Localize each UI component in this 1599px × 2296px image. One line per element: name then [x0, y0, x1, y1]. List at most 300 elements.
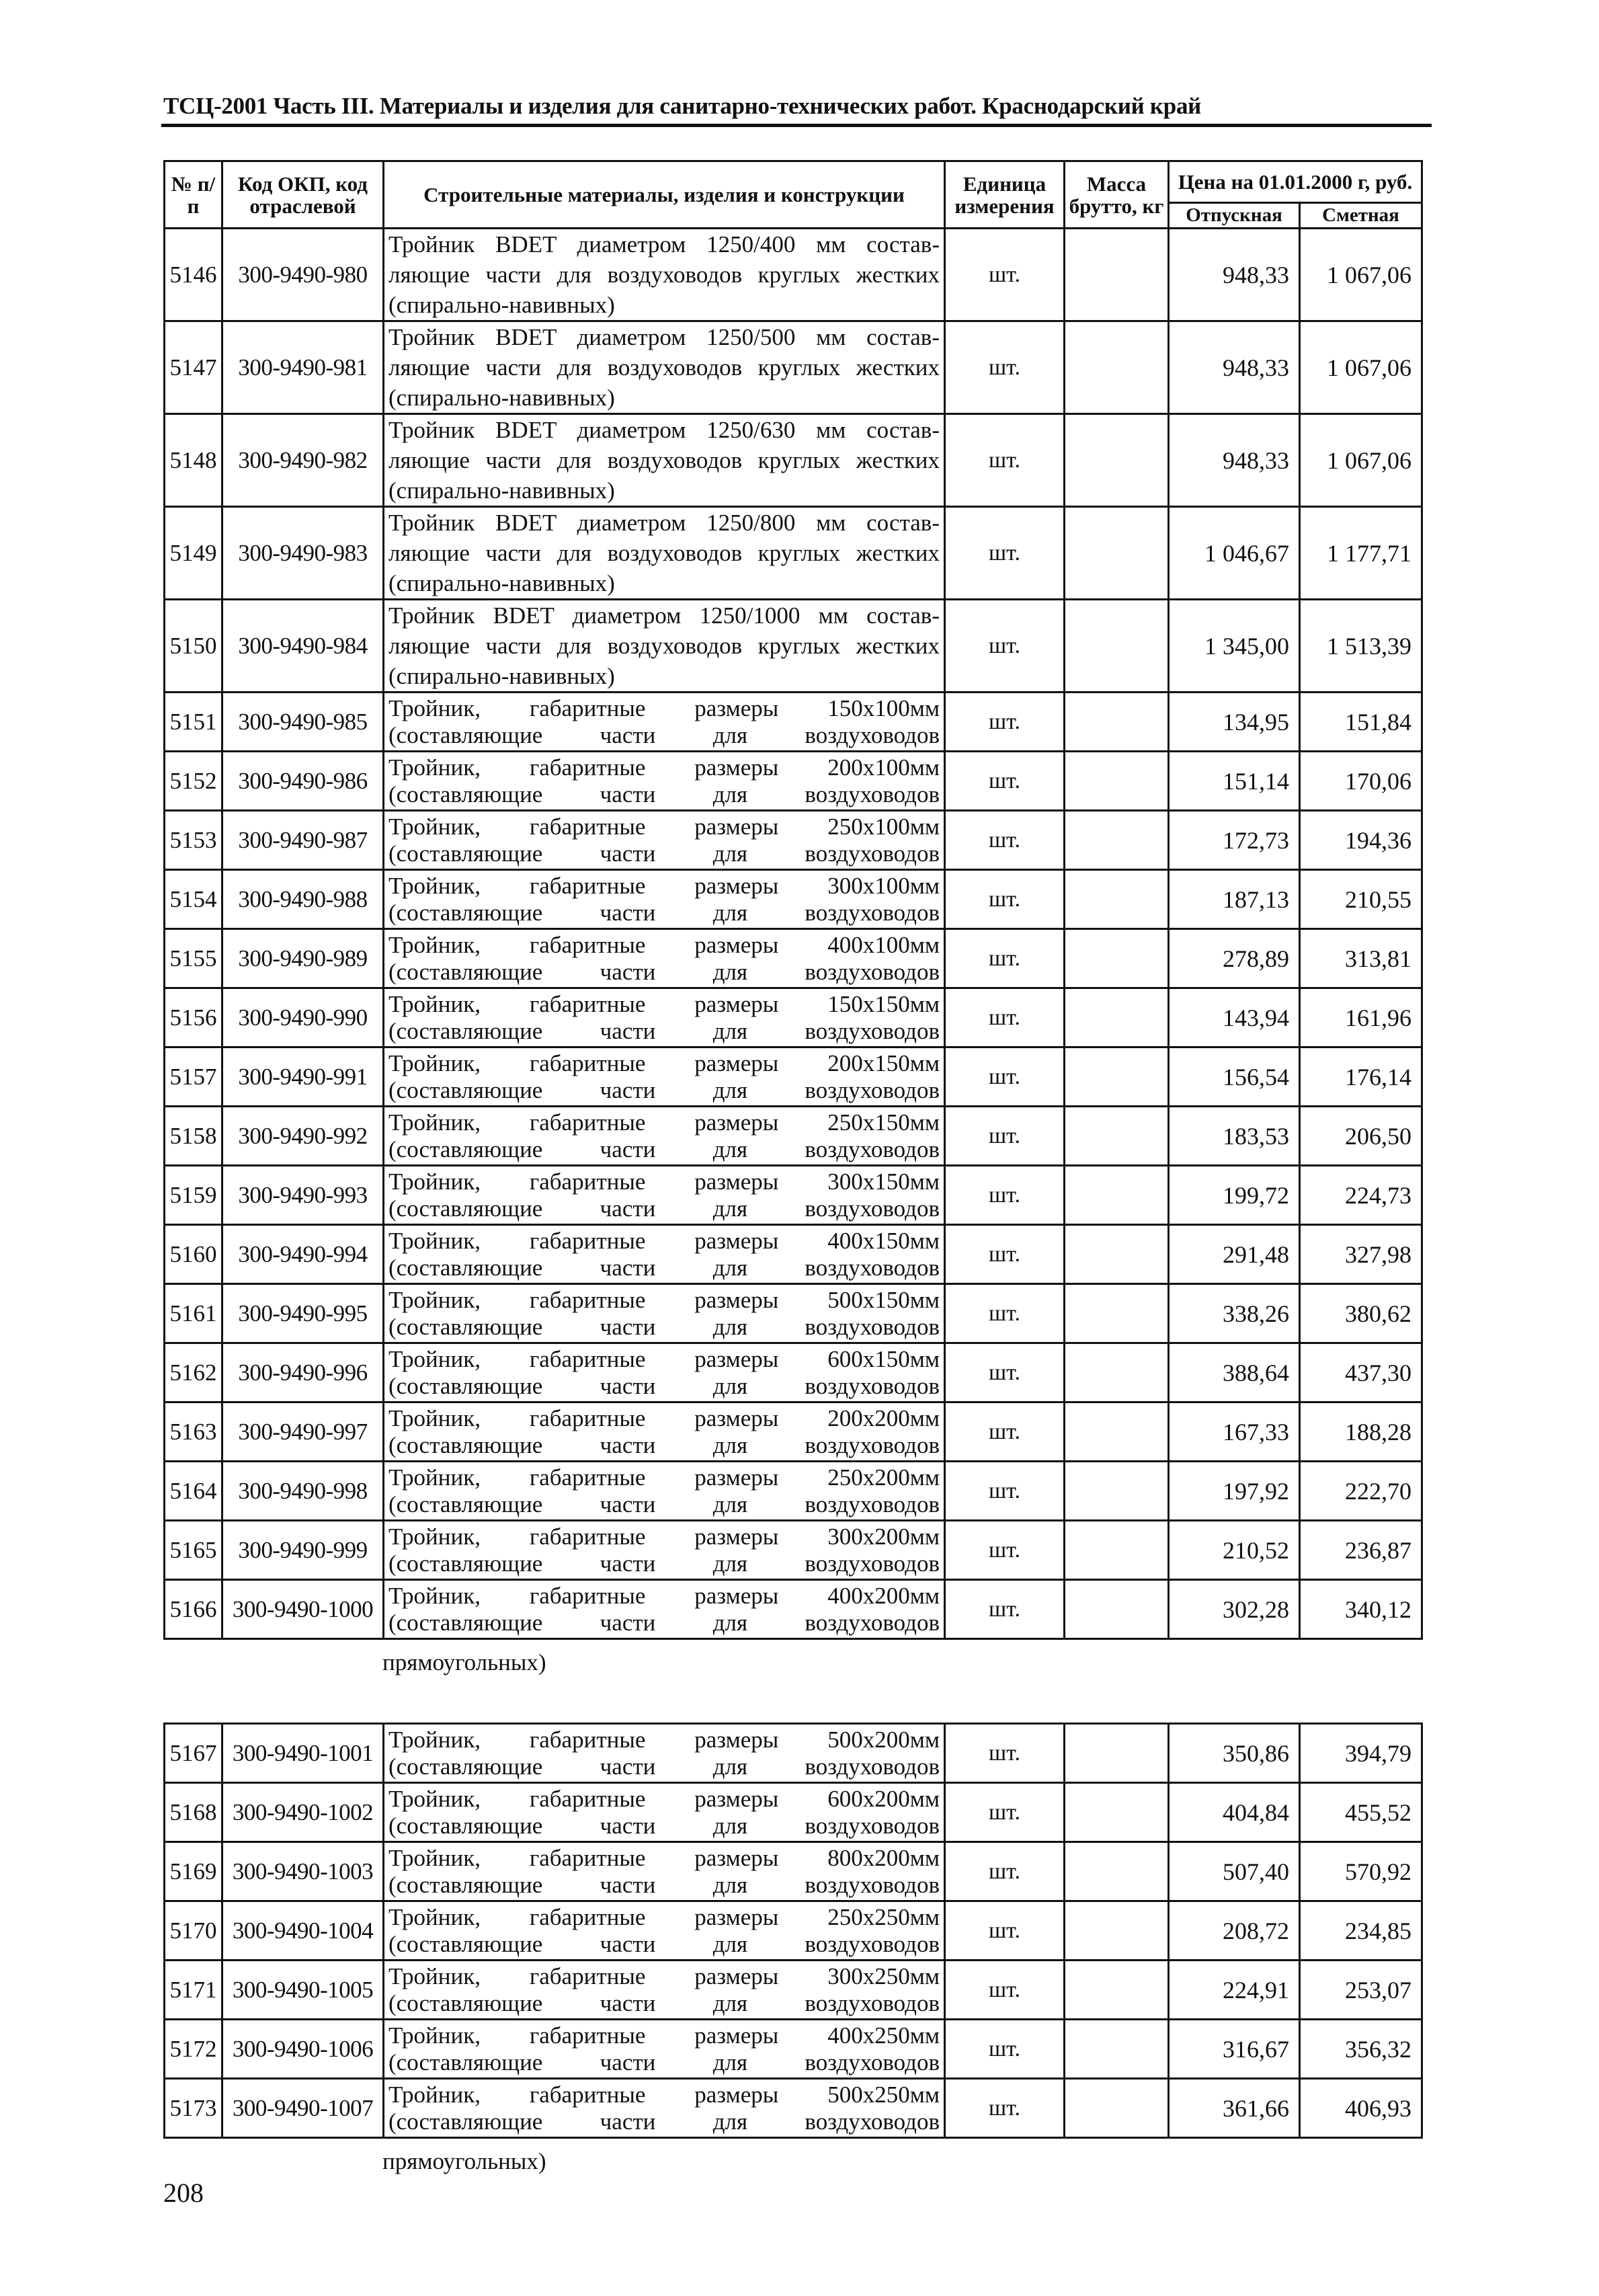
row-number: 5155	[165, 929, 222, 988]
description-line: Тройник, габаритные размеры 500x250мм	[388, 2081, 940, 2108]
row-number: 5149	[165, 507, 222, 600]
row-unit: шт.	[945, 929, 1065, 988]
row-okp-code: 300-9490-1000	[222, 1580, 384, 1639]
row-number: 5173	[165, 2079, 222, 2138]
row-release-price: 172,73	[1169, 811, 1300, 870]
table-row	[165, 870, 1422, 929]
column-header-price-group: Цена на 01.01.2000 г, руб.	[1169, 161, 1422, 203]
description-line: (составляющие части для воздуховодов	[388, 1550, 940, 1577]
row-okp-code: 300-9490-987	[222, 811, 384, 870]
row-number: 5159	[165, 1166, 222, 1225]
row-mass	[1065, 752, 1169, 811]
row-okp-code: 300-9490-999	[222, 1521, 384, 1580]
table-row	[165, 321, 1422, 414]
row-unit: шт.	[945, 1166, 1065, 1225]
table-row	[165, 1580, 1422, 1639]
row-description	[384, 1724, 945, 1783]
row-release-price: 948,33	[1169, 321, 1300, 414]
description-line: Тройник, габаритные размеры 250x250мм	[388, 1903, 940, 1930]
description-line: (составляющие части для воздуховодов	[388, 1313, 940, 1340]
row-number: 5171	[165, 1961, 222, 2020]
row-mass	[1065, 1783, 1169, 1842]
row-okp-code: 300-9490-991	[222, 1047, 384, 1107]
description-line: (составляющие части для воздуховодов	[388, 958, 940, 985]
column-header-release: Отпускная	[1169, 203, 1300, 229]
table-row	[165, 692, 1422, 752]
description-line: (составляющие части для воздуховодов	[388, 1076, 940, 1103]
description-line: ляющие части для воздуховодов круглых жестких	[388, 540, 940, 566]
row-mass	[1065, 2020, 1169, 2079]
row-estimate-price: 236,87	[1300, 1521, 1422, 1580]
description-line: Тройник BDET диаметром 1250/630 мм состав-	[388, 417, 940, 443]
row-number: 5147	[165, 321, 222, 414]
table-row	[165, 507, 1422, 600]
table-row	[165, 229, 1422, 321]
table-row	[165, 1901, 1422, 1961]
row-release-price: 278,89	[1169, 929, 1300, 988]
table-row	[165, 1107, 1422, 1166]
row-description	[384, 988, 945, 1047]
row-description	[384, 1402, 945, 1462]
column-header-mass: Масса брутто, кг	[1065, 161, 1169, 229]
description-line: Тройник, габаритные размеры 250x150мм	[388, 1109, 940, 1136]
row-number: 5156	[165, 988, 222, 1047]
row-estimate-price: 455,52	[1300, 1783, 1422, 1842]
description-line: (составляющие части для воздуховодов	[388, 1609, 940, 1636]
description-line: (спирально-навивных)	[388, 663, 615, 689]
table-row	[165, 414, 1422, 507]
row-estimate-price: 356,32	[1300, 2020, 1422, 2079]
row-description	[384, 752, 945, 811]
row-description	[384, 1783, 945, 1842]
description-continuation: прямоугольных)	[382, 2148, 546, 2174]
description-line: Тройник, габаритные размеры 300x100мм	[388, 872, 940, 899]
row-estimate-price: 1 513,39	[1300, 600, 1422, 692]
row-number: 5151	[165, 692, 222, 752]
row-okp-code: 300-9490-984	[222, 600, 384, 692]
description-line: (спирально-навивных)	[388, 385, 615, 411]
row-estimate-price: 340,12	[1300, 1580, 1422, 1639]
row-mass	[1065, 1047, 1169, 1107]
row-release-price: 208,72	[1169, 1901, 1300, 1961]
row-estimate-price: 380,62	[1300, 1284, 1422, 1343]
row-mass	[1065, 321, 1169, 414]
row-release-price: 1 345,00	[1169, 600, 1300, 692]
row-estimate-price: 222,70	[1300, 1462, 1422, 1521]
row-estimate-price: 234,85	[1300, 1901, 1422, 1961]
row-release-price: 210,52	[1169, 1521, 1300, 1580]
row-estimate-price: 170,06	[1300, 752, 1422, 811]
table-row	[165, 1462, 1422, 1521]
description-line: (составляющие части для воздуховодов	[388, 1372, 940, 1399]
row-release-price: 316,67	[1169, 2020, 1300, 2079]
row-release-price: 338,26	[1169, 1284, 1300, 1343]
description-line: Тройник, габаритные размеры 300x250мм	[388, 1963, 940, 1989]
price-table-continued	[163, 1723, 1423, 2139]
row-okp-code: 300-9490-981	[222, 321, 384, 414]
description-line: Тройник, габаритные размеры 250x100мм	[388, 813, 940, 840]
table-row	[165, 1047, 1422, 1107]
row-unit: шт.	[945, 752, 1065, 811]
row-mass	[1065, 1901, 1169, 1961]
column-header-estimate: Сметная	[1300, 203, 1422, 229]
row-number: 5172	[165, 2020, 222, 2079]
row-release-price: 199,72	[1169, 1166, 1300, 1225]
description-line: (составляющие части для воздуховодов	[388, 1753, 940, 1780]
column-header-code: Код ОКП, код отраслевой	[222, 161, 384, 229]
description-line: (составляющие части для воздуховодов	[388, 1254, 940, 1281]
row-number: 5163	[165, 1402, 222, 1462]
row-description	[384, 600, 945, 692]
table-row	[165, 1961, 1422, 2020]
row-description	[384, 811, 945, 870]
row-mass	[1065, 1402, 1169, 1462]
table-body	[165, 229, 1422, 1639]
row-okp-code: 300-9490-1001	[222, 1724, 384, 1783]
table-row	[165, 1842, 1422, 1901]
row-number: 5165	[165, 1521, 222, 1580]
row-unit: шт.	[945, 1580, 1065, 1639]
description-line: (составляющие части для воздуховодов	[388, 781, 940, 807]
description-line: ляющие части для воздуховодов круглых жестких	[388, 354, 940, 381]
row-mass	[1065, 1961, 1169, 2020]
row-number: 5146	[165, 229, 222, 321]
description-line: Тройник, габаритные размеры 400x150мм	[388, 1227, 940, 1254]
row-release-price: 183,53	[1169, 1107, 1300, 1166]
row-release-price: 134,95	[1169, 692, 1300, 752]
row-mass	[1065, 1724, 1169, 1783]
description-line: (составляющие части для воздуховодов	[388, 1989, 940, 2016]
description-line: (составляющие части для воздуховодов	[388, 1431, 940, 1458]
row-mass	[1065, 1284, 1169, 1343]
row-mass	[1065, 414, 1169, 507]
row-unit: шт.	[945, 988, 1065, 1047]
description-line: (составляющие части для воздуховодов	[388, 899, 940, 926]
row-unit: шт.	[945, 414, 1065, 507]
row-unit: шт.	[945, 1724, 1065, 1783]
row-estimate-price: 151,84	[1300, 692, 1422, 752]
row-description	[384, 1107, 945, 1166]
row-number: 5166	[165, 1580, 222, 1639]
row-unit: шт.	[945, 1462, 1065, 1521]
description-line: Тройник, габаритные размеры 600x200мм	[388, 1785, 940, 1812]
description-line: (спирально-навивных)	[388, 292, 615, 318]
row-number: 5148	[165, 414, 222, 507]
row-description	[384, 1166, 945, 1225]
table-row	[165, 1783, 1422, 1842]
column-header-num: № п/п	[165, 161, 222, 229]
row-okp-code: 300-9490-998	[222, 1462, 384, 1521]
row-release-price: 291,48	[1169, 1225, 1300, 1284]
description-line: Тройник, габаритные размеры 150x150мм	[388, 990, 940, 1017]
row-release-price: 187,13	[1169, 870, 1300, 929]
row-okp-code: 300-9490-1005	[222, 1961, 384, 2020]
row-okp-code: 300-9490-980	[222, 229, 384, 321]
row-estimate-price: 206,50	[1300, 1107, 1422, 1166]
row-estimate-price: 210,55	[1300, 870, 1422, 929]
row-unit: шт.	[945, 507, 1065, 600]
description-line: Тройник BDET диаметром 1250/1000 мм состав-	[388, 602, 940, 629]
table-row	[165, 1225, 1422, 1284]
row-unit: шт.	[945, 1107, 1065, 1166]
row-mass	[1065, 1166, 1169, 1225]
row-estimate-price: 176,14	[1300, 1047, 1422, 1107]
table-row	[165, 1166, 1422, 1225]
description-line: (спирально-навивных)	[388, 570, 615, 596]
row-release-price: 143,94	[1169, 988, 1300, 1047]
row-number: 5152	[165, 752, 222, 811]
header-rule	[161, 124, 1432, 127]
row-release-price: 388,64	[1169, 1343, 1300, 1402]
row-okp-code: 300-9490-1002	[222, 1783, 384, 1842]
row-unit: шт.	[945, 1343, 1065, 1402]
row-release-price: 507,40	[1169, 1842, 1300, 1901]
row-estimate-price: 313,81	[1300, 929, 1422, 988]
row-okp-code: 300-9490-996	[222, 1343, 384, 1402]
row-mass	[1065, 1580, 1169, 1639]
row-release-price: 167,33	[1169, 1402, 1300, 1462]
row-unit: шт.	[945, 1225, 1065, 1284]
row-mass	[1065, 1462, 1169, 1521]
description-line: Тройник, габаритные размеры 200x200мм	[388, 1404, 940, 1431]
table-row	[165, 2079, 1422, 2138]
row-mass	[1065, 507, 1169, 600]
row-unit: шт.	[945, 229, 1065, 321]
description-line: (составляющие части для воздуховодов	[388, 1195, 940, 1222]
row-number: 5157	[165, 1047, 222, 1107]
table-row	[165, 988, 1422, 1047]
row-number: 5170	[165, 1901, 222, 1961]
row-okp-code: 300-9490-988	[222, 870, 384, 929]
row-number: 5167	[165, 1724, 222, 1783]
description-line: (спирально-навивных)	[388, 477, 615, 504]
row-release-price: 224,91	[1169, 1961, 1300, 2020]
description-line: Тройник, габаритные размеры 500x150мм	[388, 1286, 940, 1313]
row-unit: шт.	[945, 1783, 1065, 1842]
row-number: 5158	[165, 1107, 222, 1166]
row-okp-code: 300-9490-982	[222, 414, 384, 507]
row-estimate-price: 188,28	[1300, 1402, 1422, 1462]
row-unit: шт.	[945, 1284, 1065, 1343]
description-line: (составляющие части для воздуховодов	[388, 1812, 940, 1839]
row-description	[384, 870, 945, 929]
row-release-price: 361,66	[1169, 2079, 1300, 2138]
row-okp-code: 300-9490-993	[222, 1166, 384, 1225]
row-description	[384, 1580, 945, 1639]
description-line: Тройник, габаритные размеры 300x150мм	[388, 1168, 940, 1195]
row-okp-code: 300-9490-986	[222, 752, 384, 811]
row-unit: шт.	[945, 2020, 1065, 2079]
row-estimate-price: 327,98	[1300, 1225, 1422, 1284]
row-number: 5164	[165, 1462, 222, 1521]
description-line: Тройник, габаритные размеры 800x200мм	[388, 1844, 940, 1871]
row-number: 5161	[165, 1284, 222, 1343]
description-line: (составляющие части для воздуховодов	[388, 1491, 940, 1517]
description-line: Тройник, габаритные размеры 250x200мм	[388, 1464, 940, 1491]
row-estimate-price: 253,07	[1300, 1961, 1422, 2020]
row-okp-code: 300-9490-1003	[222, 1842, 384, 1901]
row-estimate-price: 224,73	[1300, 1166, 1422, 1225]
description-line: ляющие части для воздуховодов круглых жестких	[388, 447, 940, 473]
row-unit: шт.	[945, 2079, 1065, 2138]
column-header-name: Строительные материалы, изделия и конструкции	[384, 161, 945, 229]
row-description	[384, 2020, 945, 2079]
row-unit: шт.	[945, 1901, 1065, 1961]
row-unit: шт.	[945, 1961, 1065, 2020]
row-okp-code: 300-9490-985	[222, 692, 384, 752]
description-line: Тройник, габаритные размеры 400x200мм	[388, 1582, 940, 1609]
description-line: (составляющие части для воздуховодов	[388, 1136, 940, 1162]
row-description	[384, 321, 945, 414]
row-description	[384, 1462, 945, 1521]
row-estimate-price: 1 067,06	[1300, 229, 1422, 321]
table-row	[165, 1724, 1422, 1783]
row-release-price: 302,28	[1169, 1580, 1300, 1639]
row-description	[384, 229, 945, 321]
row-mass	[1065, 692, 1169, 752]
page-header-title: ТСЦ-2001 Часть III. Материалы и изделия для санитарно-технических работ. Краснодарский край	[163, 93, 1202, 119]
row-description	[384, 2079, 945, 2138]
table-row	[165, 2020, 1422, 2079]
row-unit: шт.	[945, 600, 1065, 692]
description-line: (составляющие части для воздуховодов	[388, 2108, 940, 2135]
table-body	[165, 1724, 1422, 2138]
table-row	[165, 600, 1422, 692]
row-okp-code: 300-9490-1007	[222, 2079, 384, 2138]
row-number: 5169	[165, 1842, 222, 1901]
row-description	[384, 1343, 945, 1402]
row-release-price: 948,33	[1169, 229, 1300, 321]
description-line: (составляющие части для воздуховодов	[388, 2049, 940, 2075]
row-okp-code: 300-9490-983	[222, 507, 384, 600]
page-number: 208	[163, 2178, 204, 2208]
row-unit: шт.	[945, 1402, 1065, 1462]
row-unit: шт.	[945, 321, 1065, 414]
row-description	[384, 1225, 945, 1284]
table-row	[165, 752, 1422, 811]
row-estimate-price: 1 067,06	[1300, 321, 1422, 414]
row-description	[384, 1284, 945, 1343]
description-line: Тройник, габаритные размеры 500x200мм	[388, 1726, 940, 1753]
row-number: 5160	[165, 1225, 222, 1284]
row-mass	[1065, 870, 1169, 929]
description-line: (составляющие части для воздуховодов	[388, 721, 940, 748]
row-mass	[1065, 1107, 1169, 1166]
table-row	[165, 811, 1422, 870]
description-line: Тройник, габаритные размеры 200x150мм	[388, 1050, 940, 1076]
description-line: (составляющие части для воздуховодов	[388, 1017, 940, 1044]
row-okp-code: 300-9490-992	[222, 1107, 384, 1166]
row-estimate-price: 194,36	[1300, 811, 1422, 870]
row-estimate-price: 1 177,71	[1300, 507, 1422, 600]
description-line: ляющие части для воздуховодов круглых жестких	[388, 633, 940, 659]
description-line: (составляющие части для воздуховодов	[388, 1930, 940, 1957]
row-estimate-price: 437,30	[1300, 1343, 1422, 1402]
row-estimate-price: 570,92	[1300, 1842, 1422, 1901]
row-okp-code: 300-9490-1004	[222, 1901, 384, 1961]
description-line: (составляющие части для воздуховодов	[388, 1871, 940, 1898]
description-line: ляющие части для воздуховодов круглых жестких	[388, 262, 940, 288]
row-description	[384, 929, 945, 988]
row-estimate-price: 406,93	[1300, 2079, 1422, 2138]
row-estimate-price: 161,96	[1300, 988, 1422, 1047]
row-unit: шт.	[945, 1521, 1065, 1580]
row-unit: шт.	[945, 870, 1065, 929]
row-unit: шт.	[945, 811, 1065, 870]
row-mass	[1065, 2079, 1169, 2138]
row-estimate-price: 1 067,06	[1300, 414, 1422, 507]
row-mass	[1065, 600, 1169, 692]
table-row	[165, 1343, 1422, 1402]
table-row	[165, 1284, 1422, 1343]
row-mass	[1065, 929, 1169, 988]
description-continuation: прямоугольных)	[382, 1649, 546, 1675]
price-table	[163, 160, 1423, 1640]
row-number: 5154	[165, 870, 222, 929]
description-line: Тройник BDET диаметром 1250/500 мм состав-	[388, 324, 940, 350]
row-description	[384, 414, 945, 507]
row-description	[384, 1901, 945, 1961]
row-estimate-price: 394,79	[1300, 1724, 1422, 1783]
row-mass	[1065, 988, 1169, 1047]
column-header-unit: Единица измерения	[945, 161, 1065, 229]
description-line: Тройник BDET диаметром 1250/800 мм состав-	[388, 510, 940, 536]
description-line: Тройник, габаритные размеры 150x100мм	[388, 695, 940, 721]
row-unit: шт.	[945, 1842, 1065, 1901]
row-mass	[1065, 1343, 1169, 1402]
row-mass	[1065, 1225, 1169, 1284]
description-line: Тройник, габаритные размеры 200x100мм	[388, 754, 940, 781]
table-row	[165, 1521, 1422, 1580]
description-line: Тройник BDET диаметром 1250/400 мм состав-	[388, 231, 940, 258]
row-number: 5150	[165, 600, 222, 692]
row-description	[384, 507, 945, 600]
description-line: Тройник, габаритные размеры 400x100мм	[388, 931, 940, 958]
description-line: Тройник, габаритные размеры 300x200мм	[388, 1523, 940, 1550]
description-line: Тройник, габаритные размеры 600x150мм	[388, 1345, 940, 1372]
row-mass	[1065, 811, 1169, 870]
row-unit: шт.	[945, 1047, 1065, 1107]
row-okp-code: 300-9490-1006	[222, 2020, 384, 2079]
row-release-price: 197,92	[1169, 1462, 1300, 1521]
row-mass	[1065, 1521, 1169, 1580]
description-line: Тройник, габаритные размеры 400x250мм	[388, 2022, 940, 2049]
row-okp-code: 300-9490-994	[222, 1225, 384, 1284]
row-number: 5168	[165, 1783, 222, 1842]
row-release-price: 156,54	[1169, 1047, 1300, 1107]
row-release-price: 151,14	[1169, 752, 1300, 811]
row-mass	[1065, 229, 1169, 321]
row-okp-code: 300-9490-989	[222, 929, 384, 988]
row-description	[384, 1842, 945, 1901]
row-release-price: 1 046,67	[1169, 507, 1300, 600]
table-row	[165, 1402, 1422, 1462]
row-okp-code: 300-9490-990	[222, 988, 384, 1047]
row-description	[384, 1961, 945, 2020]
row-release-price: 948,33	[1169, 414, 1300, 507]
row-description	[384, 1047, 945, 1107]
row-unit: шт.	[945, 692, 1065, 752]
table-row	[165, 929, 1422, 988]
row-mass	[1065, 1842, 1169, 1901]
row-description	[384, 1521, 945, 1580]
row-okp-code: 300-9490-997	[222, 1402, 384, 1462]
row-okp-code: 300-9490-995	[222, 1284, 384, 1343]
row-number: 5153	[165, 811, 222, 870]
row-number: 5162	[165, 1343, 222, 1402]
row-description	[384, 692, 945, 752]
description-line: (составляющие части для воздуховодов	[388, 840, 940, 867]
